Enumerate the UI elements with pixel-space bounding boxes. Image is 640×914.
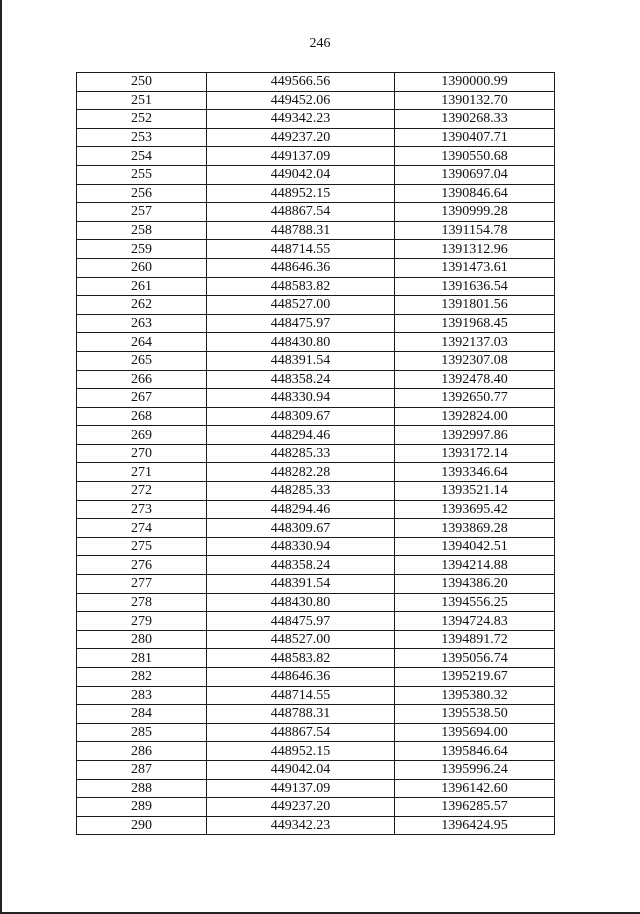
point-number-cell: 251 xyxy=(77,91,207,110)
y-coordinate-cell: 1396285.57 xyxy=(395,798,555,817)
y-coordinate-cell: 1392137.03 xyxy=(395,333,555,352)
x-coordinate-cell: 449237.20 xyxy=(207,128,395,147)
table-row xyxy=(77,649,555,668)
table-row xyxy=(77,314,555,333)
point-number-cell: 272 xyxy=(77,482,207,501)
table-row xyxy=(77,110,555,129)
table-row xyxy=(77,165,555,184)
point-number-cell: 259 xyxy=(77,240,207,259)
y-coordinate-cell: 1391473.61 xyxy=(395,258,555,277)
point-number-cell: 258 xyxy=(77,221,207,240)
x-coordinate-cell: 448358.24 xyxy=(207,556,395,575)
y-coordinate-cell: 1394724.83 xyxy=(395,612,555,631)
x-coordinate-cell: 448475.97 xyxy=(207,612,395,631)
point-number-cell: 255 xyxy=(77,165,207,184)
scan-left-edge xyxy=(0,0,2,914)
y-coordinate-cell: 1396142.60 xyxy=(395,779,555,798)
y-coordinate-cell: 1394891.72 xyxy=(395,630,555,649)
y-coordinate-cell: 1395996.24 xyxy=(395,760,555,779)
y-coordinate-cell: 1390697.04 xyxy=(395,165,555,184)
point-number-cell: 264 xyxy=(77,333,207,352)
x-coordinate-cell: 448294.46 xyxy=(207,500,395,519)
x-coordinate-cell: 448391.54 xyxy=(207,351,395,370)
x-coordinate-cell: 449342.23 xyxy=(207,816,395,835)
point-number-cell: 268 xyxy=(77,407,207,426)
x-coordinate-cell: 449042.04 xyxy=(207,760,395,779)
table-row xyxy=(77,668,555,687)
point-number-cell: 256 xyxy=(77,184,207,203)
point-number-cell: 278 xyxy=(77,593,207,612)
point-number-cell: 269 xyxy=(77,426,207,445)
table-row xyxy=(77,482,555,501)
x-coordinate-cell: 448646.36 xyxy=(207,668,395,687)
table-row xyxy=(77,519,555,538)
point-number-cell: 286 xyxy=(77,742,207,761)
x-coordinate-cell: 449137.09 xyxy=(207,779,395,798)
table-row xyxy=(77,389,555,408)
y-coordinate-cell: 1392650.77 xyxy=(395,389,555,408)
y-coordinate-cell: 1390999.28 xyxy=(395,203,555,222)
point-number-cell: 252 xyxy=(77,110,207,129)
x-coordinate-cell: 448583.82 xyxy=(207,649,395,668)
x-coordinate-cell: 448309.67 xyxy=(207,407,395,426)
y-coordinate-cell: 1390132.70 xyxy=(395,91,555,110)
table-row xyxy=(77,370,555,389)
y-coordinate-cell: 1395219.67 xyxy=(395,668,555,687)
x-coordinate-cell: 449137.09 xyxy=(207,147,395,166)
y-coordinate-cell: 1392307.08 xyxy=(395,351,555,370)
x-coordinate-cell: 448282.28 xyxy=(207,463,395,482)
y-coordinate-cell: 1393695.42 xyxy=(395,500,555,519)
coordinates-table-container xyxy=(76,72,554,835)
x-coordinate-cell: 448309.67 xyxy=(207,519,395,538)
y-coordinate-cell: 1393346.64 xyxy=(395,463,555,482)
y-coordinate-cell: 1396424.95 xyxy=(395,816,555,835)
y-coordinate-cell: 1390268.33 xyxy=(395,110,555,129)
point-number-cell: 277 xyxy=(77,575,207,594)
y-coordinate-cell: 1390000.99 xyxy=(395,73,555,92)
y-coordinate-cell: 1395846.64 xyxy=(395,742,555,761)
x-coordinate-cell: 448867.54 xyxy=(207,203,395,222)
table-row xyxy=(77,444,555,463)
x-coordinate-cell: 448285.33 xyxy=(207,482,395,501)
y-coordinate-cell: 1391636.54 xyxy=(395,277,555,296)
y-coordinate-cell: 1395538.50 xyxy=(395,705,555,724)
x-coordinate-cell: 448867.54 xyxy=(207,723,395,742)
x-coordinate-cell: 448583.82 xyxy=(207,277,395,296)
table-row xyxy=(77,351,555,370)
table-row xyxy=(77,258,555,277)
point-number-cell: 284 xyxy=(77,705,207,724)
point-number-cell: 276 xyxy=(77,556,207,575)
x-coordinate-cell: 448391.54 xyxy=(207,575,395,594)
x-coordinate-cell: 448330.94 xyxy=(207,537,395,556)
table-row xyxy=(77,779,555,798)
y-coordinate-cell: 1394556.25 xyxy=(395,593,555,612)
x-coordinate-cell: 448646.36 xyxy=(207,258,395,277)
y-coordinate-cell: 1390407.71 xyxy=(395,128,555,147)
point-number-cell: 289 xyxy=(77,798,207,817)
table-row xyxy=(77,407,555,426)
table-row xyxy=(77,240,555,259)
x-coordinate-cell: 448527.00 xyxy=(207,296,395,315)
y-coordinate-cell: 1390550.68 xyxy=(395,147,555,166)
table-row xyxy=(77,686,555,705)
table-row xyxy=(77,556,555,575)
point-number-cell: 283 xyxy=(77,686,207,705)
x-coordinate-cell: 448952.15 xyxy=(207,742,395,761)
x-coordinate-cell: 448714.55 xyxy=(207,240,395,259)
x-coordinate-cell: 448952.15 xyxy=(207,184,395,203)
x-coordinate-cell: 448788.31 xyxy=(207,705,395,724)
x-coordinate-cell: 448475.97 xyxy=(207,314,395,333)
table-row xyxy=(77,426,555,445)
x-coordinate-cell: 448430.80 xyxy=(207,593,395,612)
y-coordinate-cell: 1392997.86 xyxy=(395,426,555,445)
x-coordinate-cell: 449042.04 xyxy=(207,165,395,184)
point-number-cell: 287 xyxy=(77,760,207,779)
point-number-cell: 285 xyxy=(77,723,207,742)
point-number-cell: 260 xyxy=(77,258,207,277)
table-row xyxy=(77,500,555,519)
table-row xyxy=(77,333,555,352)
y-coordinate-cell: 1391968.45 xyxy=(395,314,555,333)
x-coordinate-cell: 448294.46 xyxy=(207,426,395,445)
table-row xyxy=(77,221,555,240)
table-row xyxy=(77,723,555,742)
point-number-cell: 265 xyxy=(77,351,207,370)
table-row xyxy=(77,537,555,556)
table-row xyxy=(77,73,555,92)
table-row xyxy=(77,612,555,631)
y-coordinate-cell: 1393521.14 xyxy=(395,482,555,501)
x-coordinate-cell: 448358.24 xyxy=(207,370,395,389)
point-number-cell: 262 xyxy=(77,296,207,315)
point-number-cell: 263 xyxy=(77,314,207,333)
table-row xyxy=(77,91,555,110)
table-row xyxy=(77,184,555,203)
table-row xyxy=(77,296,555,315)
point-number-cell: 257 xyxy=(77,203,207,222)
point-number-cell: 282 xyxy=(77,668,207,687)
y-coordinate-cell: 1391312.96 xyxy=(395,240,555,259)
x-coordinate-cell: 449237.20 xyxy=(207,798,395,817)
x-coordinate-cell: 449566.56 xyxy=(207,73,395,92)
y-coordinate-cell: 1394386.20 xyxy=(395,575,555,594)
y-coordinate-cell: 1394214.88 xyxy=(395,556,555,575)
y-coordinate-cell: 1394042.51 xyxy=(395,537,555,556)
point-number-cell: 281 xyxy=(77,649,207,668)
table-row xyxy=(77,630,555,649)
point-number-cell: 290 xyxy=(77,816,207,835)
y-coordinate-cell: 1391801.56 xyxy=(395,296,555,315)
y-coordinate-cell: 1393172.14 xyxy=(395,444,555,463)
y-coordinate-cell: 1391154.78 xyxy=(395,221,555,240)
point-number-cell: 250 xyxy=(77,73,207,92)
point-number-cell: 280 xyxy=(77,630,207,649)
table-row xyxy=(77,463,555,482)
y-coordinate-cell: 1392824.00 xyxy=(395,407,555,426)
point-number-cell: 267 xyxy=(77,389,207,408)
point-number-cell: 274 xyxy=(77,519,207,538)
x-coordinate-cell: 448527.00 xyxy=(207,630,395,649)
point-number-cell: 275 xyxy=(77,537,207,556)
point-number-cell: 253 xyxy=(77,128,207,147)
coordinates-table xyxy=(76,72,555,835)
table-row xyxy=(77,593,555,612)
page-number: 246 xyxy=(309,36,331,51)
point-number-cell: 279 xyxy=(77,612,207,631)
table-row xyxy=(77,742,555,761)
point-number-cell: 261 xyxy=(77,277,207,296)
point-number-cell: 271 xyxy=(77,463,207,482)
table-row xyxy=(77,760,555,779)
point-number-cell: 288 xyxy=(77,779,207,798)
y-coordinate-cell: 1392478.40 xyxy=(395,370,555,389)
x-coordinate-cell: 448714.55 xyxy=(207,686,395,705)
table-row xyxy=(77,575,555,594)
table-row xyxy=(77,147,555,166)
y-coordinate-cell: 1395056.74 xyxy=(395,649,555,668)
point-number-cell: 254 xyxy=(77,147,207,166)
table-row xyxy=(77,816,555,835)
y-coordinate-cell: 1393869.28 xyxy=(395,519,555,538)
point-number-cell: 273 xyxy=(77,500,207,519)
y-coordinate-cell: 1395380.32 xyxy=(395,686,555,705)
table-row xyxy=(77,705,555,724)
point-number-cell: 266 xyxy=(77,370,207,389)
table-row xyxy=(77,203,555,222)
table-row xyxy=(77,798,555,817)
x-coordinate-cell: 448788.31 xyxy=(207,221,395,240)
x-coordinate-cell: 448430.80 xyxy=(207,333,395,352)
x-coordinate-cell: 448285.33 xyxy=(207,444,395,463)
point-number-cell: 270 xyxy=(77,444,207,463)
table-body xyxy=(77,73,555,835)
table-row xyxy=(77,277,555,296)
y-coordinate-cell: 1395694.00 xyxy=(395,723,555,742)
y-coordinate-cell: 1390846.64 xyxy=(395,184,555,203)
x-coordinate-cell: 449342.23 xyxy=(207,110,395,129)
x-coordinate-cell: 449452.06 xyxy=(207,91,395,110)
x-coordinate-cell: 448330.94 xyxy=(207,389,395,408)
table-row xyxy=(77,128,555,147)
